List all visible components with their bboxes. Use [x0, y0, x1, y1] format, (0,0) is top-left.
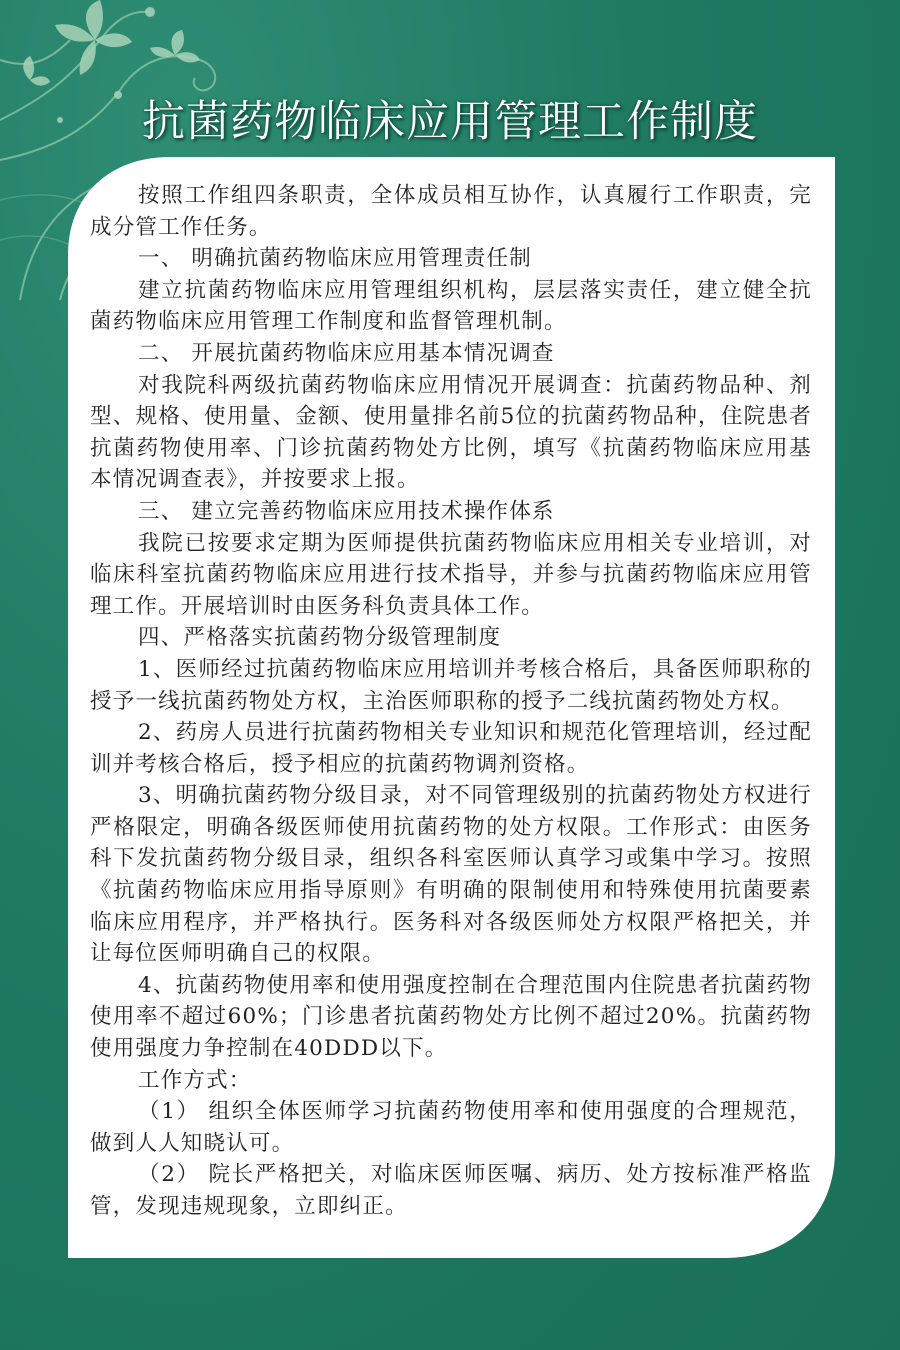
work-method-heading: 工作方式：	[138, 1067, 252, 1093]
paragraph-3: 我院已按要求定期为医师提供抗菌药物临床应用相关专业培训，对临床科室抗菌药物临床应用进行技术指导，并参与抗菌药物临床应用管理工作。开展培训时由医务科负责具体工作。	[90, 530, 812, 619]
list-item-4: 4、抗菌药物使用率和使用强度控制在合理范围内住院患者抗菌药物使用率不超过60%；门诊患者抗菌药物处方比例不超过20%。抗菌药物使用强度力争控制在40DDD以下。	[90, 972, 812, 1062]
paragraph-intro: 按照工作组四条职责，全体成员相互协作，认真履行工作职责，完成分管工作任务。	[90, 183, 812, 240]
list-item-3: 3、明确抗菌药物分级目录，对不同管理级别的抗菌药物处方权进行严格限定，明确各级医师使用抗菌药物的处方权限。工作形式：由医务科下发抗菌药物分级目录，组织各科室医师认真学习或集中学习。按照《抗菌药物临床应用指导原则》有明确的限制使用和特殊使用抗菌要素临床应用程序，并严格执行。医务科对各级医师处方权限严格把关，并让每位医师明确自己的权限。	[90, 783, 812, 967]
work-method-2: （2） 院长严格把关，对临床医师医嘱、病历、处方按标准严格监管，发现违规现象，立即纠正。	[90, 1162, 812, 1219]
paragraph-2: 对我院科两级抗菌药物临床应用情况开展调查：抗菌药物品种、剂型、规格、使用量、金额、使用量排名前5位的抗菌药物品种，住院患者抗菌药物使用率、门诊抗菌药物处方比例，填写《抗菌药物临床应用基本情况调查表》，并按要求上报。	[90, 372, 812, 493]
paragraph-1: 建立抗菌药物临床应用管理组织机构，层层落实责任，建立健全抗菌药物临床应用管理工作制度和监督管理机制。	[90, 277, 812, 335]
work-method-1: （1） 组织全体医师学习抗菌药物使用率和使用强度的合理规范，做到人人知晓认可。	[90, 1099, 812, 1156]
document-body	[90, 180, 812, 1223]
page-title: 抗菌药物临床应用管理工作制度	[142, 97, 758, 147]
section-heading-3: 三、 建立完善药物临床应用技术操作体系	[138, 498, 555, 524]
section-heading-2: 二、 开展抗菌药物临床应用基本情况调查	[138, 340, 555, 366]
list-item-2: 2、药房人员进行抗菌药物相关专业知识和规范化管理培训，经过配训并考核合格后，授予相应的抗菌药物调剂资格。	[90, 720, 812, 777]
section-heading-1: 一、 明确抗菌药物临床应用管理责任制	[138, 246, 532, 272]
list-item-1: 1、医师经过抗菌药物临床应用培训并考核合格后，具备医师职称的授予一线抗菌药物处方权，主治医师职称的授予二线抗菌药物处方权。	[90, 656, 812, 714]
section-heading-4: 四、严格落实抗菌药物分级管理制度	[138, 625, 502, 651]
